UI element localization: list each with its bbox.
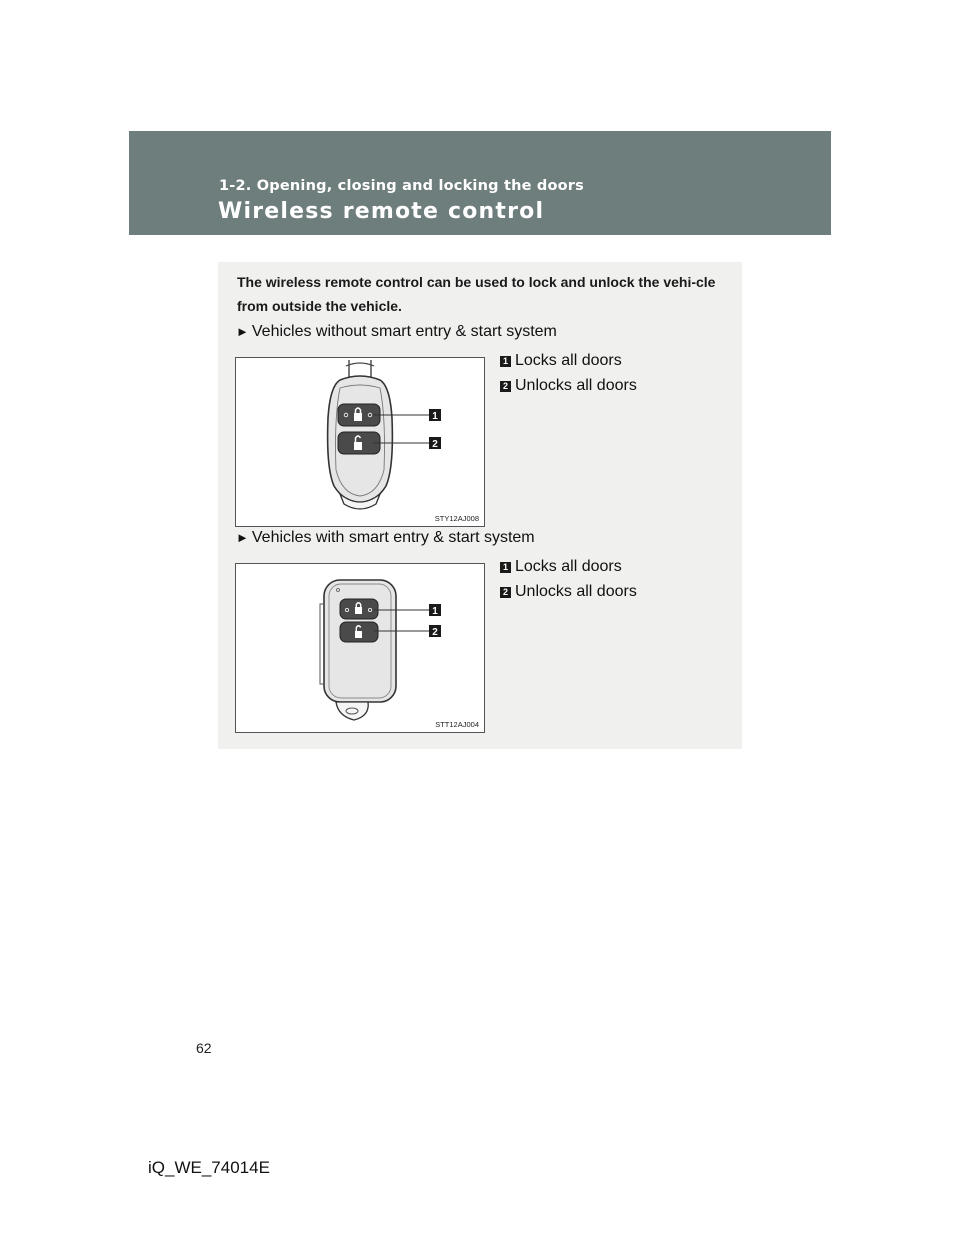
chapter-header — [129, 131, 831, 235]
page-number: 62 — [196, 1040, 212, 1056]
callout-label: Locks all doors — [515, 352, 622, 369]
section-label: 1-2. Opening, closing and locking the doors — [219, 178, 584, 194]
key-illustration-without-smart-entry — [235, 357, 485, 527]
svg-text:1: 1 — [432, 606, 438, 617]
figure-code: STT12AJ004 — [435, 720, 479, 729]
callout-item — [500, 558, 637, 583]
figure-code: STY12AJ008 — [434, 514, 479, 523]
variant-heading-without-smart-entry — [236, 323, 557, 341]
callout-label: Unlocks all doors — [515, 583, 637, 600]
variant-heading-with-smart-entry — [236, 529, 535, 547]
callout-item — [500, 583, 637, 608]
callout-number-badge: 1 — [500, 356, 511, 367]
intro-text: The wireless remote control can be used to lock and unlock the vehi-cle from outside the vehicle. — [237, 274, 716, 314]
content-panel — [218, 262, 742, 749]
variant-heading-text: Vehicles with smart entry & start system — [251, 529, 535, 546]
callout-number-badge: 2 — [500, 587, 511, 598]
key-illustration-with-smart-entry — [235, 563, 485, 733]
callout-label: Locks all doors — [515, 558, 622, 575]
callout-item — [500, 352, 637, 377]
svg-text:2: 2 — [432, 439, 438, 450]
variant-heading-text: Vehicles without smart entry & start system — [251, 323, 557, 340]
svg-text:2: 2 — [432, 627, 438, 638]
svg-text:1: 1 — [432, 411, 438, 422]
callout-number-badge: 2 — [500, 381, 511, 392]
callout-list-without-smart-entry — [500, 352, 637, 402]
right-triangle-icon: ► — [236, 324, 249, 339]
callout-list-with-smart-entry — [500, 558, 637, 608]
callout-item — [500, 377, 637, 402]
document-code: iQ_WE_74014E — [148, 1158, 270, 1177]
callout-number-badge: 1 — [500, 562, 511, 573]
right-triangle-icon: ► — [236, 530, 249, 545]
page-title: Wireless remote control — [218, 199, 545, 224]
callout-label: Unlocks all doors — [515, 377, 637, 394]
